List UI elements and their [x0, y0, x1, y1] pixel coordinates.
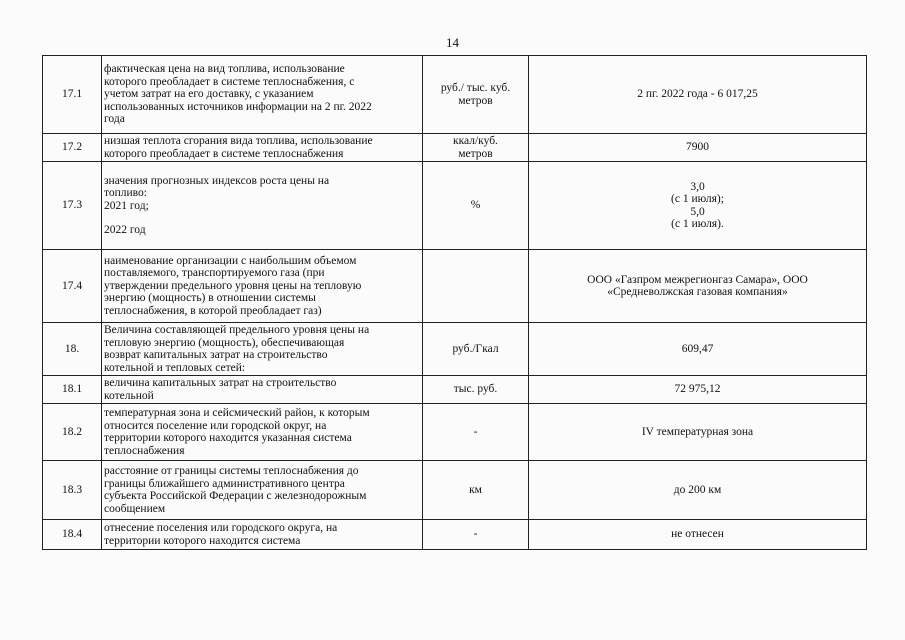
row-value	[529, 134, 867, 162]
description-line: фактическая цена на вид топлива, использование	[104, 63, 345, 76]
description-line: энергию (мощность) в отношении системы	[104, 292, 316, 305]
unit-line: ккал/куб.	[453, 135, 498, 147]
row-number: 18.2	[43, 404, 102, 461]
unit-line: %	[470, 199, 481, 212]
table-row	[43, 323, 867, 376]
description-line: учетом затрат на его доставку, с указанием	[104, 88, 314, 101]
value-line: (с 1 июля).	[671, 218, 724, 230]
description-line: температурная зона и сейсмический район, к которым	[104, 407, 370, 419]
unit-line: руб./ тыс. куб.	[440, 82, 511, 94]
row-number: 18.1	[43, 376, 102, 404]
row-value	[529, 404, 867, 461]
table-row	[43, 520, 867, 550]
row-description	[102, 323, 423, 376]
row-unit	[423, 461, 529, 520]
description-line: территории которого находится указанная система	[104, 432, 352, 444]
row-value	[529, 376, 867, 404]
description-line: которого преобладает в системе теплоснабжения	[104, 147, 344, 160]
row-number: 17.4	[43, 250, 102, 323]
unit-line: -	[473, 425, 478, 438]
row-number: 17.1	[43, 56, 102, 134]
value-line: (с 1 июля);	[671, 193, 724, 205]
row-unit	[423, 250, 529, 323]
description-line: низшая теплота сгорания вида топлива, использование	[104, 135, 373, 147]
row-unit	[423, 56, 529, 134]
description-line: которого преобладает в системе теплоснабжения, с	[104, 75, 355, 88]
row-number: 17.2	[43, 134, 102, 162]
value-line: 7900	[686, 141, 709, 154]
description-line: наименование организации с наибольшим объемом	[104, 254, 357, 267]
value-line: 5,0	[690, 205, 705, 218]
row-description	[102, 250, 423, 323]
description-line: котельной	[104, 389, 154, 402]
row-number: 18.	[43, 323, 102, 376]
description-line: территории которого находится система	[104, 534, 301, 547]
row-description	[102, 520, 423, 550]
description-line: границы ближайшего административного центра	[104, 477, 345, 490]
row-number: 17.3	[43, 162, 102, 250]
row-unit	[423, 404, 529, 461]
description-line: теплоснабжения, в которой преобладает газ)	[104, 304, 322, 317]
value-line: 2 пг. 2022 года - 6 017,25	[637, 88, 758, 101]
row-number: 18.3	[43, 461, 102, 520]
description-line: расстояние от границы системы теплоснабжения до	[104, 465, 359, 477]
unit-line: тыс. руб.	[453, 383, 498, 396]
table-row	[43, 250, 867, 323]
row-value	[529, 461, 867, 520]
parameters-table	[42, 55, 867, 550]
description-line: Величина составляющей предельного уровня цены на	[104, 324, 370, 336]
row-unit	[423, 520, 529, 550]
description-line: тепловую энергию (мощность), обеспечивающая	[104, 336, 345, 349]
table-row	[43, 134, 867, 162]
table-row	[43, 376, 867, 404]
row-number: 18.4	[43, 520, 102, 550]
row-description	[102, 404, 423, 461]
unit-line: км	[469, 483, 482, 496]
row-value	[529, 250, 867, 323]
unit-line: метров	[458, 94, 493, 107]
description-line: использованных источников информации на 2 пг. 2022	[104, 100, 372, 113]
row-description	[102, 376, 423, 404]
description-line: 2022 год	[104, 224, 146, 236]
page-number: 14	[446, 35, 459, 50]
table-row	[43, 461, 867, 520]
description-line: отнесение поселения или городского округа, на	[104, 522, 338, 534]
unit-line	[425, 280, 526, 292]
unit-line: руб./Гкал	[452, 342, 499, 355]
row-description	[102, 461, 423, 520]
description-line: утверждении предельного уровня цены на тепловую	[104, 279, 362, 292]
value-line: 3,0	[690, 180, 705, 193]
row-unit	[423, 134, 529, 162]
value-line: «Средневолжская газовая компания»	[607, 286, 788, 298]
table-row	[43, 56, 867, 134]
row-unit	[423, 323, 529, 376]
row-value	[529, 162, 867, 250]
value-line: 609,47	[681, 342, 714, 355]
row-value	[529, 520, 867, 550]
row-unit	[423, 162, 529, 250]
row-description	[102, 134, 423, 162]
description-line	[104, 212, 420, 224]
unit-line: метров	[458, 147, 493, 160]
value-line: ООО «Газпром межрегионгаз Самара», ООО	[587, 273, 808, 286]
description-line: сообщением	[104, 502, 166, 515]
value-line: до 200 км	[673, 483, 722, 496]
value-line: 72 975,12	[674, 383, 721, 396]
table-row	[43, 404, 867, 461]
unit-line: -	[473, 528, 478, 541]
description-line: значения прогнозных индексов роста цены на	[104, 174, 330, 187]
description-line: поставляемого, транспортируемого газа (при	[104, 267, 325, 280]
value-line: не отнесен	[671, 528, 724, 541]
description-line: 2021 год;	[104, 199, 149, 212]
description-line: субъекта Российской Федерации с железнодорожным	[104, 490, 367, 502]
description-line: топливо:	[104, 187, 147, 199]
value-line: IV температурная зона	[641, 425, 754, 438]
row-description	[102, 56, 423, 134]
description-line: года	[104, 113, 125, 126]
description-line: возврат капитальных затрат на строительство	[104, 349, 328, 361]
description-line: теплоснабжения	[104, 444, 185, 457]
description-line: относится поселение или городской округ, на	[104, 419, 327, 432]
table-row	[43, 162, 867, 250]
row-value	[529, 323, 867, 376]
description-line: котельной и тепловых сетей:	[104, 361, 246, 374]
description-line: величина капитальных затрат на строительство	[104, 377, 337, 389]
row-value	[529, 56, 867, 134]
row-description	[102, 162, 423, 250]
row-unit	[423, 376, 529, 404]
